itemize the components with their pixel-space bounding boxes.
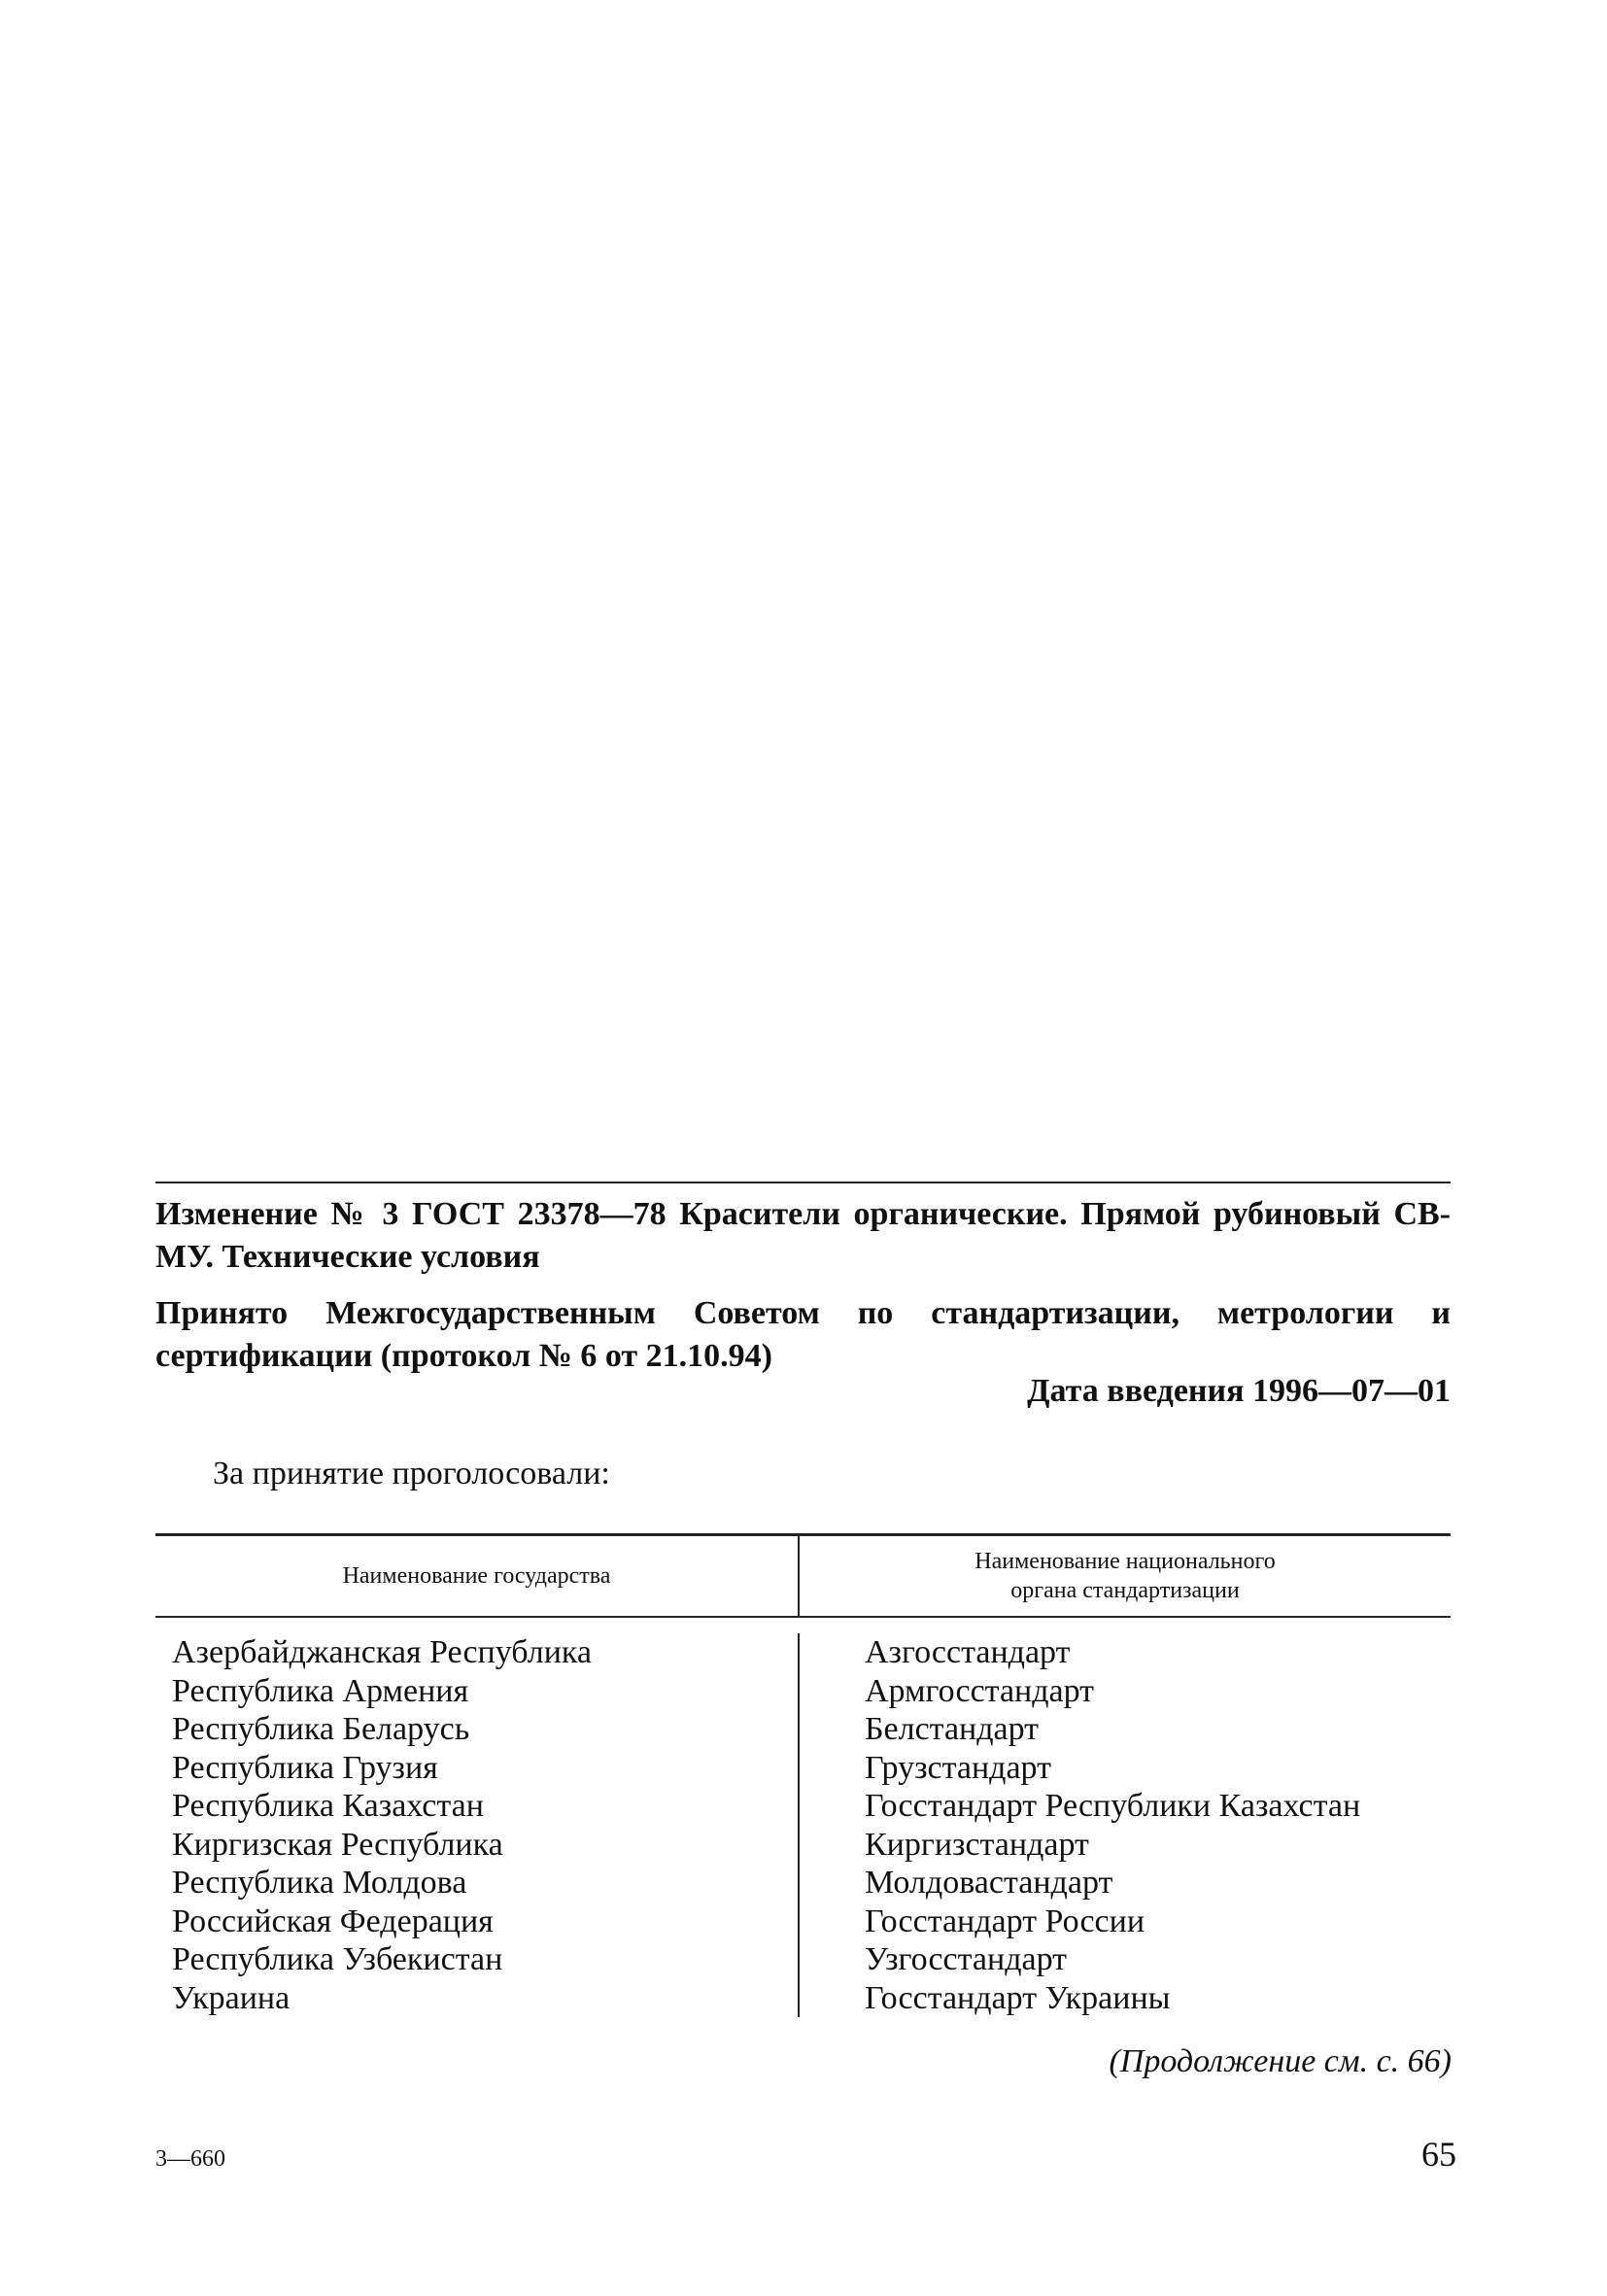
body-column — [798, 1633, 1451, 2017]
state-cell: Республика Молдова — [172, 1865, 467, 1901]
body-cell: Армгосстандарт — [865, 1672, 1095, 1709]
header-body — [798, 1536, 1451, 1616]
body-cell: Госстандарт Украины — [865, 1979, 1171, 2016]
state-cell: Киргизская Республика — [172, 1826, 503, 1863]
body-cell: Узгосстандарт — [865, 1941, 1068, 1977]
table-header — [155, 1536, 1451, 1618]
document-header — [155, 1193, 1451, 1378]
table-body — [155, 1618, 1451, 2039]
header-body-line1: Наименование национального — [974, 1549, 1276, 1574]
body-cell: Госстандарт России — [865, 1902, 1145, 1939]
continuation-note: (Продолжение см. с. 66) — [1109, 2043, 1452, 2079]
body-cell: Молдовастандарт — [865, 1865, 1113, 1901]
state-cell: Республика Казахстан — [172, 1788, 484, 1824]
top-rule — [155, 1182, 1451, 1183]
state-list — [155, 1633, 798, 2017]
state-cell: Республика Узбекистан — [172, 1941, 503, 1977]
state-cell: Республика Грузия — [172, 1749, 438, 1786]
document-title: Изменение № 3 ГОСТ 23378—78 Красители органические. Прямой рубиновый СВ-МУ. Технические условия — [155, 1196, 1451, 1275]
state-cell: Российская Федерация — [172, 1902, 494, 1939]
state-cell: Республика Беларусь — [172, 1711, 470, 1747]
body-cell: Белстандарт — [865, 1711, 1040, 1747]
body-cell: Грузстандарт — [865, 1749, 1051, 1786]
body-list — [800, 1633, 1451, 2017]
body-cell: Киргизстандарт — [865, 1826, 1089, 1863]
header-body-line2: органа стандартизации — [1010, 1578, 1240, 1603]
voted-label: За принятие проголосовали: — [213, 1456, 610, 1491]
state-cell: Республика Армения — [172, 1672, 469, 1709]
state-cell: Азербайджанская Республика — [172, 1634, 593, 1670]
footer-code: 3—660 — [155, 2146, 225, 2172]
body-cell: Азгосстандарт — [865, 1634, 1071, 1670]
header-state-label: Наименование государства — [342, 1563, 611, 1589]
state-cell: Украина — [172, 1979, 291, 2016]
intro-date: Дата введения 1996—07—01 — [1027, 1373, 1451, 1409]
state-column — [155, 1633, 798, 2017]
states-table — [155, 1533, 1451, 2039]
adopted-by: Принято Межгосударственным Советом по стандартизации, метрологии и сертификации (протокол № 6 от 21.10.94) — [155, 1295, 1451, 1374]
header-state — [155, 1536, 798, 1616]
body-cell: Госстандарт Республики Казахстан — [865, 1788, 1361, 1824]
page-number: 65 — [1421, 2135, 1456, 2174]
